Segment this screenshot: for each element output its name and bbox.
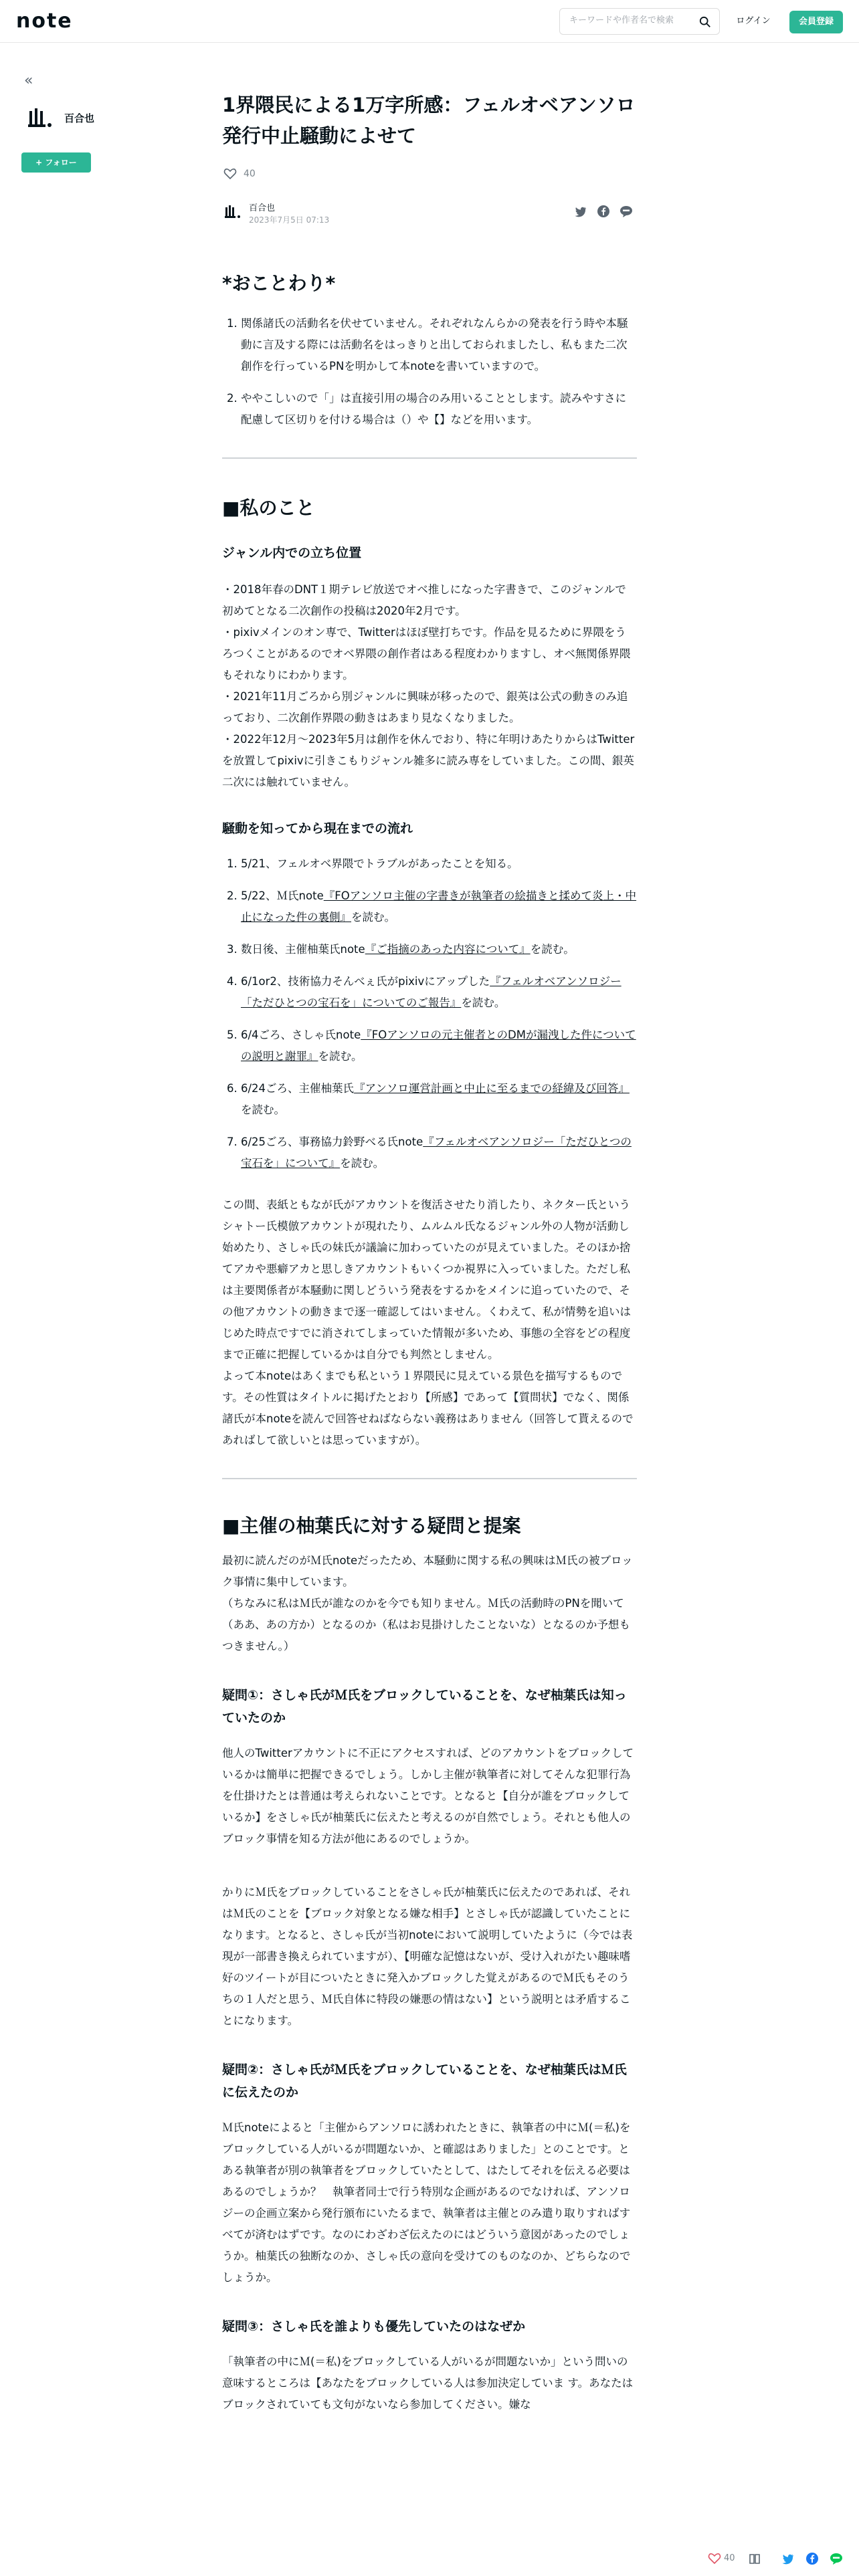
section-heading-about-me: ■私のこと — [222, 497, 315, 519]
article-link[interactable]: 『フェルオベアンソロジー「ただひとつの宝石を」についてのご報告』 — [241, 975, 622, 1009]
timeline-text: 6/24ごろ、主催柚葉氏 — [241, 1082, 355, 1095]
timeline-text: を読む。 — [461, 996, 506, 1009]
timeline-item — [241, 885, 637, 928]
publish-date: 2023年7月5日 07:13 — [249, 215, 330, 225]
notice-list — [222, 313, 637, 431]
paragraph: この間、表紙ともなが氏がアカウントを復活させたり消したり、ネクター氏というシャトー氏模倣アカウントが現れたり、ムルムル氏なるジャンル外の人物が活動し始めたり、さしゃ氏の妹氏が議論に加わっていたのが見えていました。そのほか捨てアカや悪癖アカと思しきアカウントもいくつか視界に入っていました。ただし私は主要関係者が本騒動に関しどういう発表をするかをメインに追っていたので、その他アカウントの動きまで逐一確認してはいません。くわえて、私が情勢を追いはじめた時点ですでに消されてしまっていた情報が多いため、事態の全容をどの程度まで正確に把握しているかは自分でも判然としません。 よって本noteはあくまでも私という１界隈民に見えている景色を描写するものです。その性質はタイトルに掲げたとおり【所感】であって【質問状】でなく、関係諸氏が本noteを読んで回答せねばならない義務はありません（回答して貰えるのであればして欲しいとは思っていますが）。 — [222, 1198, 634, 1446]
paragraph: 他人のTwitterアカウントに不正にアクセスすれば、どのアカウントをブロックしているかは簡単に把握できるでしょう。しかし主催が執筆者に対してそんな犯罪行為を仕掛けたとは普通は考えられないことです。となると【自分が誰をブロックしているか】をさしゃ氏が柚葉氏に伝えたと考えるのが自然でしょう。それとも他人のブロック事情を知る方法が他にあるのでしょうか。 — [222, 1747, 634, 1845]
article-link[interactable]: 『FOアンソロの元主催者とのDMが漏洩した件についての説明と謝罪』 — [241, 1029, 636, 1063]
note-logo[interactable]: note — [16, 9, 73, 33]
timeline-text: を読む。 — [351, 911, 395, 924]
signup-button[interactable]: 会員登録 — [789, 11, 843, 33]
paragraph: ・2018年春のDNT１期テレビ放送でオベ推しになった字書きで、このジャンルで初めてとなる二次創作の投稿は2020年2月です。 ・pixivメインのオン専で、Twitterはほぼ壁打ちです。作品を見るために界隈をうろつくことがあるのでオベ界隈の創作者はある程度わかりますし、オベ無関係界隈もそれなりにわかります。 ・2021年11月ごろから別ジャンルに興味が移ったので、銀英は公式の動きのみ追っており、二次創作界隈の動きはあまり見なくなりました。 ・2022年12月〜2023年5月は創作を休んでおり、特に年明けあたりからはTwitterを放置してpixivに引きこもりジャンル雑多に読み専をしていました。この間、銀英二次には触れていません。 — [222, 583, 635, 788]
timeline-text: を読む。 — [340, 1157, 385, 1170]
follow-button[interactable]: + フォロー — [21, 152, 91, 173]
article-link[interactable]: 『アンソロ運営計画と中止に至るまでの経緯及び回答』 — [354, 1082, 630, 1095]
heart-icon[interactable] — [708, 2552, 721, 2565]
timeline-item — [241, 939, 637, 960]
likes-row — [222, 166, 637, 186]
author-name[interactable]: 百合也 — [249, 203, 276, 213]
collapse-sidebar-icon[interactable]: « — [24, 72, 33, 89]
timeline-text: 5/21、フェルオベ界隈でトラブルがあったことを知る。 — [241, 857, 518, 870]
timeline-item — [241, 971, 637, 1014]
creator-avatar[interactable] — [24, 103, 55, 134]
list-item: 1. 関係諸氏の活動名を伏せていません。それぞれなんらかの発表を行う時や本騒動に言及する際には活動名をはっきりと出しておられましたし、私もまた二次創作を行っているPNを明かして本noteを書いていますので。 — [241, 313, 637, 377]
likes-count: 40 — [724, 2553, 735, 2563]
question-heading-2: 疑問②：さしゃ氏がＭ氏をブロックしていることを、なぜ柚葉氏はＭ氏に伝えたのか — [222, 2062, 627, 2100]
likes-count: 40 — [244, 169, 256, 179]
section-divider — [222, 457, 637, 459]
facebook-share-icon[interactable] — [597, 205, 610, 218]
question-heading-3: 疑問③：さしゃ氏を誰よりも優先していたのはなぜか — [222, 2319, 526, 2334]
magazine-icon[interactable] — [748, 2552, 761, 2565]
article — [222, 90, 637, 2416]
article-body — [222, 270, 637, 2416]
section-heading-questions: ■主催の柚葉氏に対する疑問と提案 — [222, 1515, 521, 1537]
site-header — [0, 0, 859, 43]
section-heading-notice: *おことわり* — [222, 272, 336, 294]
timeline-item — [241, 1132, 637, 1174]
timeline-text: を読む。 — [241, 1103, 285, 1116]
timeline-list — [222, 853, 637, 1174]
paragraph: 最初に読んだのがＭ氏noteだったため、本騒動に関する私の興味はＭ氏の被ブロック事情に集中しています。 （ちなみに私はＭ氏が誰なのかを今でも知りません。Ｍ氏の活動時のPNを聞いて（ああ、あの方か）となるのか（私はお見掛けしたことないな）となるのか予想もつきません。） — [222, 1554, 633, 1652]
list-item: 2. ややこしいので「」は直接引用の場合のみ用いることとします。読みやすさに配慮して区切りを付ける場合は（）や【】などを用います。 — [241, 388, 637, 431]
heart-icon[interactable] — [223, 167, 237, 181]
author-avatar[interactable] — [222, 202, 242, 222]
article-title: 1界隈民による1万字所感：フェルオベアンソロ発行中止騒動によせて — [222, 94, 636, 147]
timeline-text: 6/25ごろ、事務協力鈴野べる氏note — [241, 1136, 423, 1148]
line-share-icon[interactable] — [619, 205, 633, 218]
timeline-item — [241, 1025, 637, 1067]
subheading-position: ジャンル内での立ち位置 — [222, 546, 362, 560]
timeline-text: を読む。 — [530, 943, 575, 956]
paragraph: 「執筆者の中にＭ(＝私)をブロックしている人がいるが問題ないか」という問いの意味するところは【あなたをブロックしている人は参加決定していま す。あなたはブロックされていても文句がないなら参加してください。嫌な — [222, 2355, 634, 2411]
article-link[interactable]: 『ご指摘のあった内容について』 — [365, 943, 531, 956]
search-icon[interactable] — [699, 16, 711, 28]
timeline-text: 6/1or2、技術協力そんべぇ氏がpixivにアップした — [241, 975, 490, 988]
paragraph: かりにＭ氏をブロックしていることをさしゃ氏が柚葉氏に伝えたのであれば、それはＭ氏のことを【ブロック対象となる嫌な相手】とさしゃ氏が認識していたことになります。となると、さしゃ氏が当初noteにおいて説明していたように（今では表現が一部書き換えられていますが）、【明確な記憶はないが、受け入れがたい趣味嗜好のツイートが目についたときに発入かブロックした覚えがあるのでＭ氏もそのうちの１人だと思う、Ｍ氏自体に特段の嫌悪の情はない】という説明とは矛盾することになります。 — [222, 1886, 633, 2027]
timeline-item — [241, 853, 637, 875]
question-heading-1: 疑問①：さしゃ氏がＭ氏をブロックしていることを、なぜ柚葉氏は知っていたのか — [222, 1688, 627, 1725]
timeline-item — [241, 1078, 637, 1121]
timeline-text: を読む。 — [318, 1050, 363, 1063]
login-link[interactable]: ログイン — [736, 16, 771, 26]
timeline-text: 6/4ごろ、さしゃ氏note — [241, 1029, 361, 1041]
share-icons — [570, 205, 637, 219]
search-box[interactable] — [559, 8, 720, 35]
paragraph: Ｍ氏noteによると「主催からアンソロに誘われたときに、執筆者の中にＭ(＝私)をブロックしている人がいるが問題ないか、と確認はありました」とのことです。とある執筆者が別の執筆者をブロックしていたとして、はたしてそれを伝える必要はあるのでしょうか？ 執筆者同士で行う特別な企画があるのでなければ、アンソロジーの企画立案から発行頒布にいたるまで、執筆者は主催とのみ遣り取りすればすべてが済むはずです。なのにわざわざ伝えたのにはどういう意図があったのでしょうか。柚葉氏の独断なのか、さしゃ氏の意向を受けてのものなのか、どちらなのでしょうか。 — [222, 2121, 631, 2284]
facebook-share-icon[interactable] — [805, 2552, 819, 2565]
twitter-share-icon[interactable] — [781, 2552, 795, 2565]
author-row — [222, 199, 637, 230]
article-link[interactable]: 『フェルオベアンソロジー「ただひとつの宝石を」について』 — [241, 1136, 632, 1170]
search-input[interactable] — [569, 15, 696, 25]
timeline-text: 数日後、主催柚葉氏note — [241, 943, 365, 956]
floating-action-bar — [696, 2545, 856, 2572]
section-divider — [222, 1478, 637, 1479]
subheading-timeline: 騒動を知ってから現在までの流れ — [222, 821, 413, 836]
creator-name[interactable]: 百合也 — [64, 112, 95, 124]
article-link[interactable]: 『FOアンソロ主催の字書きが執筆者の絵描きと揉めて炎上・中止になった件の裏側』 — [241, 889, 637, 924]
timeline-text: 5/22、Ｍ氏note — [241, 889, 324, 902]
twitter-share-icon[interactable] — [574, 205, 587, 218]
line-share-icon[interactable] — [830, 2552, 843, 2565]
